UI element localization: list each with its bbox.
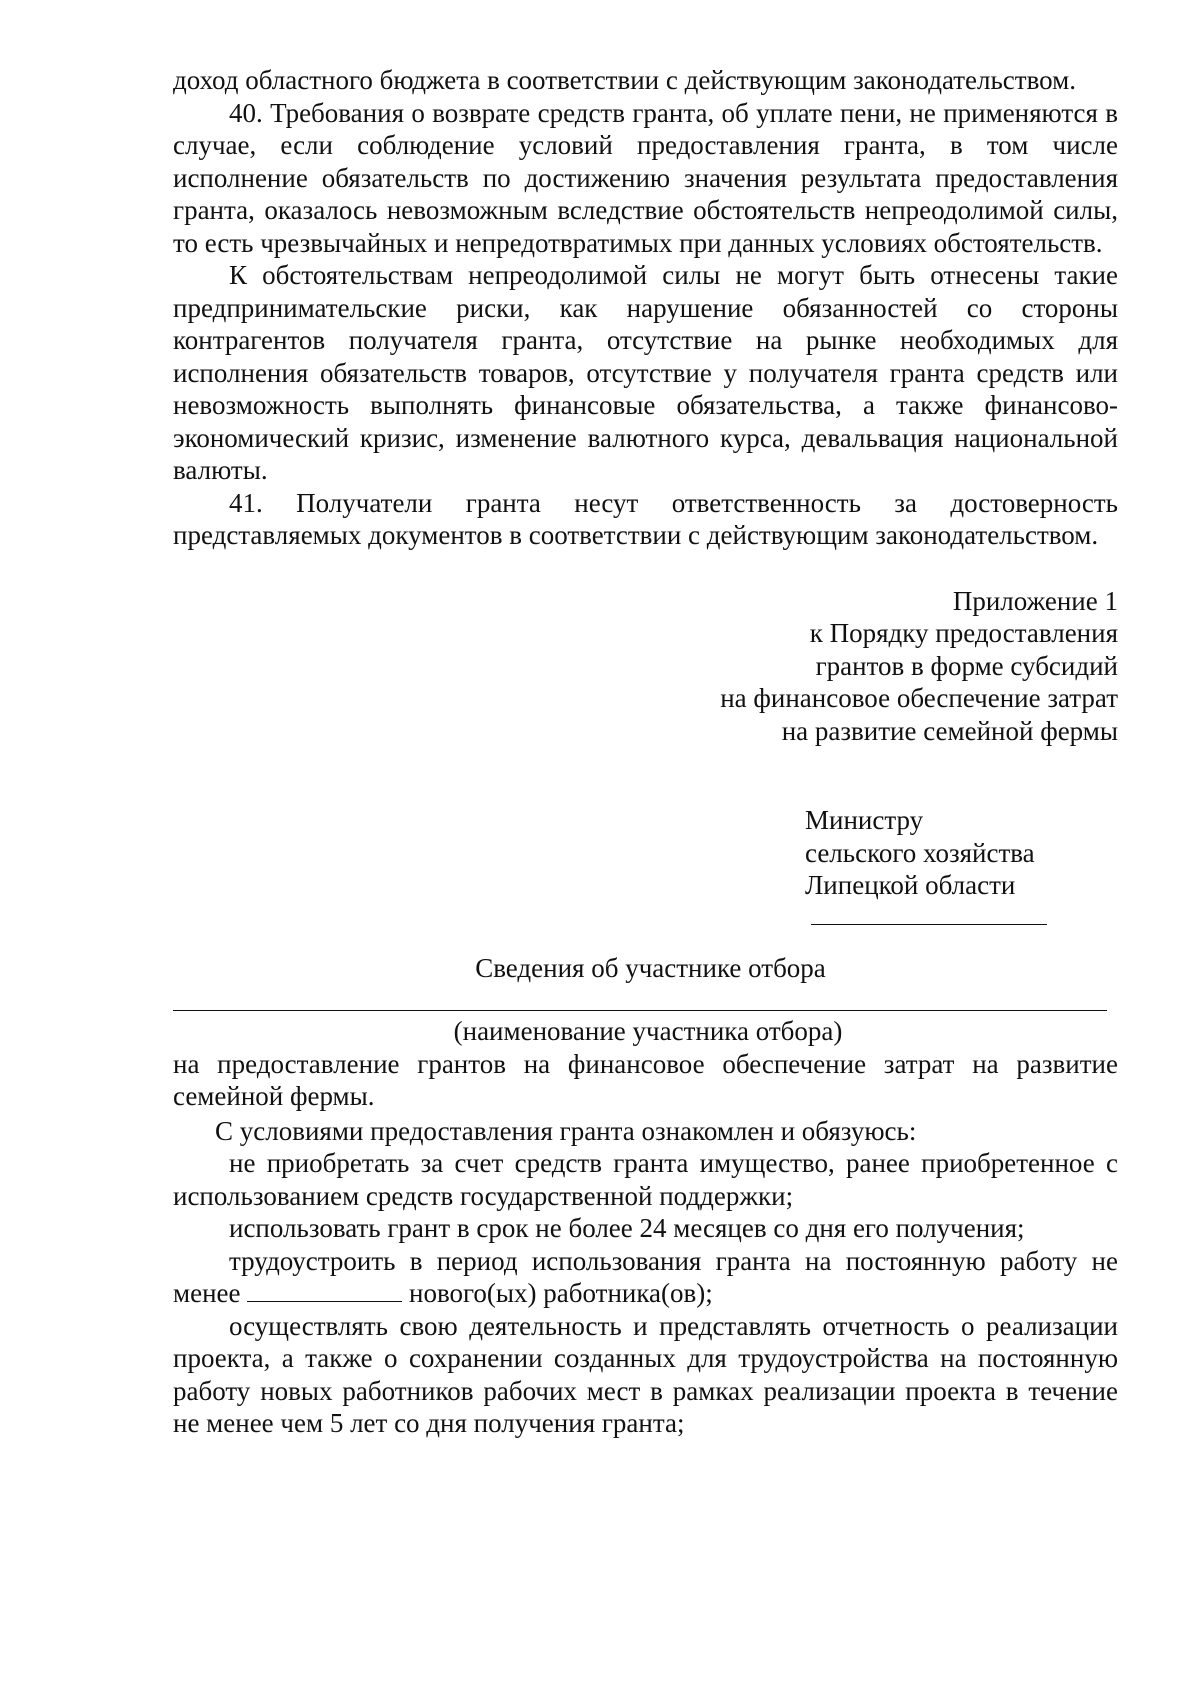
paragraph-force-majeure: К обстоятельствам непреодолимой силы не могут быть отнесены такие предпринимательские риски, как нарушение обязанностей со стороны контрагентов получателя гранта, отсутствие на рынке необходимых для исполнения обязательств товаров, отсутствие у получателя гранта средств или невозможность выполнять финансовые обязательства, а также финансово-экономический кризис, изменение валютного курса, девальвация национальной валюты.	[173, 260, 1118, 485]
participant-name-blank[interactable]	[173, 984, 1107, 1011]
addressee-block	[805, 804, 1118, 902]
addressee-line: Министру	[805, 805, 924, 835]
condition-item-4: осуществлять свою деятельность и представлять отчетность о реализации проекта, а также о сохранении созданных для трудоустройства на постоянную работу новых работников рабочих мест в рамках реализации проекта в течение не менее чем 5 лет со дня получения гранта;	[173, 1310, 1118, 1438]
appendix-line: грантов в форме субсидий	[815, 650, 1118, 681]
appendix-header	[173, 585, 1118, 748]
condition-item-2: использовать грант в срок не более 24 месяцев со дня его получения;	[229, 1213, 1025, 1243]
workers-count-blank[interactable]	[247, 1279, 402, 1302]
paragraph-budget-tail: доход областного бюджета в соответствии с действующим законодательством.	[173, 65, 1076, 95]
paragraph-40: 40. Требования о возврате средств гранта, об уплате пени, не применяются в случае, если соблюдение условий предоставления гранта, в том числе исполнение обязательств по достижению значения результата предоставления гранта, оказалось невозможным вследствие обстоятельств непреодолимой силы, то есть чрезвычайных и непредотвратимых при данных условиях обстоятельств.	[173, 97, 1118, 258]
document-page	[173, 64, 1118, 1440]
form-purpose: на предоставление грантов на финансовое обеспечение затрат на развитие семейной фермы.	[173, 1048, 1118, 1111]
appendix-line: на развитие семейной фермы	[781, 715, 1118, 746]
paragraph-41: 41. Получатели гранта несут ответственность за достоверность представляемых документов в соответствии с действующим законодательством.	[173, 487, 1118, 550]
conditions-intro: С условиями предоставления гранта ознакомлен и обязуюсь:	[215, 1115, 917, 1146]
condition-item-3	[173, 1245, 1118, 1310]
addressee-line: сельского хозяйства	[805, 837, 1035, 868]
form-title: Сведения об участнике отбора	[475, 952, 826, 983]
participant-name-caption: (наименование участника отбора)	[453, 1016, 843, 1046]
addressee-name-blank[interactable]	[811, 902, 1047, 925]
appendix-line: к Порядку предоставления	[809, 618, 1118, 648]
condition-item-3-end: нового(ых) работника(ов);	[409, 1278, 713, 1308]
condition-item-3-start: трудоустроить в период использования гранта на постоянную работу не менее	[173, 1245, 1118, 1308]
condition-item-1: не приобретать за счет средств гранта имущество, ранее приобретенное с использованием средств государственной поддержки;	[173, 1148, 1118, 1211]
addressee-line: Липецкой области	[805, 870, 1016, 900]
appendix-line: на финансовое обеспечение затрат	[720, 683, 1118, 713]
appendix-line: Приложение 1	[952, 585, 1118, 616]
